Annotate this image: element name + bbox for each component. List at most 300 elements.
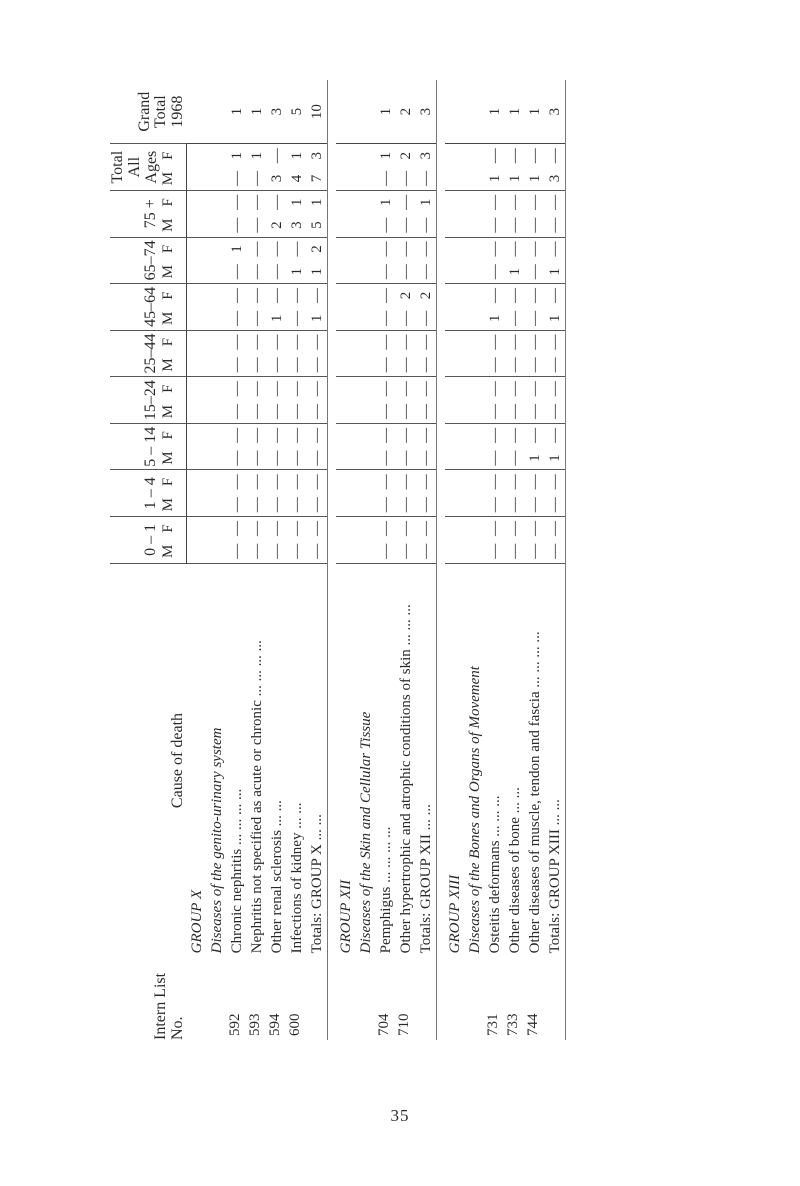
empty-cell [465, 284, 485, 307]
count-cell: — [267, 354, 287, 377]
count-cell: 1 [307, 307, 328, 330]
count-cell: — [227, 354, 247, 377]
total-cell: 2 [397, 152, 414, 160]
count-cell: — [416, 354, 437, 377]
count-cell: — [287, 354, 307, 377]
empty-cell [445, 517, 465, 540]
count-cell: — [506, 381, 523, 397]
total-cell: 1 [485, 167, 505, 190]
count-cell: — [416, 447, 437, 470]
count-cell: — [545, 540, 566, 563]
empty-cell [187, 80, 207, 144]
count-cell: — [486, 474, 503, 490]
count-cell: — [397, 521, 414, 536]
empty-cell [207, 307, 227, 330]
grand-total-cell: 10 [307, 80, 328, 144]
empty-cell [445, 260, 465, 283]
empty-cell [356, 214, 376, 237]
total-cell: — [376, 167, 396, 190]
grand-total-cell: 3 [545, 80, 566, 144]
count-cell: — [506, 521, 523, 536]
count-cell: — [287, 540, 307, 563]
empty-cell [356, 377, 376, 400]
count-cell: — [288, 334, 305, 350]
empty-cell [187, 237, 207, 260]
count-cell: 2 [397, 291, 414, 300]
count-cell: — [376, 260, 396, 283]
count-cell: — [416, 423, 437, 446]
count-cell: — [307, 517, 328, 540]
count-cell: — [485, 400, 505, 423]
spacer-cell [327, 80, 336, 1040]
count-cell: — [545, 214, 566, 237]
count-cell: — [228, 521, 245, 536]
count-cell: 1 [416, 190, 437, 213]
count-cell: — [486, 288, 503, 304]
empty-cell [207, 144, 227, 167]
empty-cell [445, 80, 465, 144]
total-cell: — [545, 144, 566, 167]
count-cell: — [526, 521, 543, 536]
intern-number [336, 957, 356, 1040]
count-cell: — [525, 214, 545, 237]
empty-cell [207, 493, 227, 516]
count-cell: — [505, 493, 525, 516]
count-cell: 1 [287, 260, 307, 283]
empty-cell [445, 447, 465, 470]
empty-cell [465, 260, 485, 283]
age-header-65-74: 65–74 [110, 237, 160, 284]
cause-of-death: Nephritis not specified as acute or chronic ... ... ... ... [248, 640, 265, 954]
grand-total-cell: 1 [505, 80, 525, 144]
count-cell: — [396, 260, 416, 283]
empty-cell [336, 330, 356, 353]
count-cell: — [506, 241, 523, 257]
count-cell: — [228, 474, 245, 490]
count-cell: — [526, 381, 543, 397]
empty-cell [465, 540, 485, 563]
count-cell: — [505, 354, 525, 377]
count-cell: — [307, 540, 328, 563]
sex-header-m: M [160, 493, 187, 516]
empty-cell [336, 237, 356, 260]
table-header [110, 80, 187, 1040]
table-row [247, 80, 267, 1040]
grand-total-cell: 5 [287, 80, 307, 144]
empty-cell [336, 167, 356, 190]
empty-cell [187, 447, 207, 470]
count-cell: — [247, 447, 267, 470]
total-cell: 1 [288, 152, 305, 160]
empty-cell [445, 307, 465, 330]
count-cell: — [227, 307, 247, 330]
count-cell: — [268, 288, 285, 304]
count-cell: — [228, 334, 245, 350]
count-cell: — [396, 493, 416, 516]
count-cell: — [485, 493, 505, 516]
sex-header-m: M [160, 167, 187, 190]
count-cell: — [397, 241, 414, 257]
count-cell: — [526, 241, 543, 257]
count-cell: — [506, 288, 523, 304]
empty-cell [207, 377, 227, 400]
cause-header: Cause of death [168, 712, 186, 809]
empty-cell [445, 540, 465, 563]
count-cell: 1 [307, 190, 328, 213]
age-header-25-44: 25–44 [110, 330, 160, 377]
group-heading-row [445, 80, 465, 1040]
age-header-1-4: 1 – 4 [110, 470, 160, 517]
count-cell: — [505, 214, 525, 237]
empty-cell [356, 167, 376, 190]
count-cell: 1 [267, 307, 287, 330]
count-cell: — [486, 241, 503, 257]
count-cell: — [268, 381, 285, 397]
empty-cell [356, 307, 376, 330]
empty-cell [336, 80, 356, 144]
empty-cell [356, 237, 376, 260]
count-cell: — [545, 284, 566, 307]
count-cell: — [377, 427, 394, 443]
empty-cell [187, 493, 207, 516]
count-cell: — [416, 400, 437, 423]
table-row [485, 80, 505, 1040]
count-cell: — [248, 241, 265, 257]
empty-cell [356, 470, 376, 493]
empty-cell [465, 330, 485, 353]
group-heading: GROUP XIII [446, 874, 463, 954]
intern-number [307, 957, 328, 1040]
cause-of-death: Other renal sclerosis ... ... [268, 800, 285, 954]
empty-cell [336, 377, 356, 400]
sex-header-f: F [160, 470, 187, 493]
count-cell: — [268, 521, 285, 536]
empty-cell [187, 214, 207, 237]
mortality-table-rotated [110, 80, 720, 1040]
age-header-75-plus: 75 + [110, 190, 160, 237]
empty-cell [445, 237, 465, 260]
spacer-cell [436, 80, 445, 1040]
cause-of-death: Chronic nephritis ... ... ... ... [228, 788, 245, 954]
intern-list-header: Intern List No. [152, 972, 187, 1040]
total-cell: 1 [228, 152, 245, 160]
subgroup-heading-row [356, 80, 376, 1040]
count-cell: — [227, 540, 247, 563]
count-cell: — [416, 470, 437, 493]
count-cell: — [307, 493, 328, 516]
count-cell: — [396, 447, 416, 470]
count-cell: — [486, 521, 503, 536]
empty-cell [465, 447, 485, 470]
count-cell: — [307, 330, 328, 353]
count-cell: — [525, 493, 545, 516]
count-cell: — [376, 447, 396, 470]
count-cell: — [416, 214, 437, 237]
count-cell: — [416, 493, 437, 516]
empty-cell [336, 540, 356, 563]
count-cell: — [505, 540, 525, 563]
empty-cell [207, 423, 227, 446]
count-cell: — [545, 517, 566, 540]
count-cell: — [287, 307, 307, 330]
count-cell: — [396, 354, 416, 377]
empty-cell [445, 470, 465, 493]
empty-cell [336, 354, 356, 377]
count-cell: — [267, 447, 287, 470]
table-row [396, 80, 416, 1040]
sex-header-f: F [160, 190, 187, 213]
count-cell: — [526, 427, 543, 443]
count-cell: — [397, 427, 414, 443]
table-row [376, 80, 396, 1040]
empty-cell [207, 237, 227, 260]
count-cell: — [545, 330, 566, 353]
empty-cell [465, 493, 485, 516]
count-cell: — [287, 400, 307, 423]
count-cell: — [267, 260, 287, 283]
count-cell: — [376, 540, 396, 563]
count-cell: 5 [307, 214, 328, 237]
count-cell: — [545, 354, 566, 377]
table-row [267, 80, 287, 1040]
spacer-row [436, 80, 445, 1040]
count-cell: 1 [545, 307, 566, 330]
count-cell: — [506, 427, 523, 443]
empty-cell [445, 400, 465, 423]
subgroup-heading: Diseases of the Bones and Organs of Movement [466, 666, 483, 954]
count-cell: — [377, 288, 394, 304]
total-all-ages-header: Total All Ages [110, 144, 160, 191]
count-cell: — [505, 400, 525, 423]
count-cell: — [397, 474, 414, 490]
count-cell: — [377, 521, 394, 536]
count-cell: — [506, 194, 523, 210]
empty-cell [207, 540, 227, 563]
empty-cell [356, 260, 376, 283]
intern-number [465, 957, 485, 1040]
empty-cell [465, 237, 485, 260]
cause-of-death: Infections of kidney ... ... [288, 802, 305, 954]
subgroup-heading: Diseases of the Skin and Cellular Tissue [357, 711, 374, 954]
total-cell: 1 [377, 152, 394, 160]
sex-header-f: F [160, 330, 187, 353]
empty-cell [445, 284, 465, 307]
empty-cell [356, 330, 376, 353]
count-cell: — [416, 237, 437, 260]
empty-cell [336, 447, 356, 470]
count-cell: 1 [545, 447, 566, 470]
empty-cell [207, 284, 227, 307]
total-cell: — [416, 167, 437, 190]
group-total-row [545, 80, 566, 1040]
empty-cell [187, 377, 207, 400]
count-cell: — [485, 354, 505, 377]
intern-number: 600 [286, 1013, 303, 1036]
empty-cell [336, 470, 356, 493]
sex-header-f: F [160, 237, 187, 260]
count-cell: — [545, 493, 566, 516]
age-header-45-64: 45–64 [110, 284, 160, 331]
count-cell: — [248, 288, 265, 304]
sex-header-f: F [160, 517, 187, 540]
count-cell: — [288, 521, 305, 536]
total-cell: — [486, 148, 503, 164]
count-cell: — [376, 493, 396, 516]
sex-header-f: F [160, 423, 187, 446]
empty-cell [207, 517, 227, 540]
count-cell: — [416, 307, 437, 330]
count-cell: — [486, 334, 503, 350]
grand-total-cell: 2 [396, 80, 416, 144]
count-cell: — [288, 427, 305, 443]
count-cell: — [307, 400, 328, 423]
total-cell: 1 [248, 152, 265, 160]
table-body [187, 80, 574, 1040]
group-total-row [416, 80, 437, 1040]
count-cell: — [545, 377, 566, 400]
count-cell: — [486, 427, 503, 443]
group-total-label: Totals: GROUP XII ... ... [416, 563, 437, 957]
count-cell: — [248, 521, 265, 536]
empty-cell [465, 144, 485, 167]
count-cell: — [525, 307, 545, 330]
empty-cell [336, 214, 356, 237]
empty-cell [207, 167, 227, 190]
count-cell: — [247, 540, 267, 563]
sex-header-f: F [160, 377, 187, 400]
count-cell: — [248, 194, 265, 210]
empty-cell [465, 423, 485, 446]
count-cell: — [247, 307, 267, 330]
count-cell: — [248, 474, 265, 490]
cause-of-death: Other diseases of muscle, tendon and fascia ... ... ... ... [526, 631, 543, 954]
count-cell: — [525, 540, 545, 563]
count-cell: — [228, 427, 245, 443]
sex-header-m: M [160, 260, 187, 283]
empty-cell [187, 517, 207, 540]
count-cell: — [505, 447, 525, 470]
count-cell: — [228, 288, 245, 304]
count-cell: — [267, 400, 287, 423]
total-cell: 4 [287, 167, 307, 190]
subgroup-heading-row [465, 80, 485, 1040]
sex-header-m: M [160, 354, 187, 377]
empty-cell [465, 214, 485, 237]
count-cell: — [416, 330, 437, 353]
total-cell: 3 [545, 167, 566, 190]
count-cell: — [485, 214, 505, 237]
empty-cell [356, 190, 376, 213]
total-cell: — [247, 167, 267, 190]
age-header-5-14: 5 – 14 [110, 423, 160, 470]
empty-cell [187, 540, 207, 563]
empty-cell [445, 423, 465, 446]
empty-cell [356, 517, 376, 540]
empty-cell [187, 190, 207, 213]
empty-cell [445, 214, 465, 237]
count-cell: — [227, 400, 247, 423]
count-cell: — [268, 427, 285, 443]
empty-cell [336, 190, 356, 213]
empty-cell [207, 214, 227, 237]
count-cell: — [506, 334, 523, 350]
count-cell: — [396, 400, 416, 423]
count-cell: — [247, 260, 267, 283]
empty-cell [187, 423, 207, 446]
sex-header-f: F [160, 284, 187, 307]
sex-header-m: M [160, 447, 187, 470]
count-cell: — [227, 493, 247, 516]
count-cell: — [268, 474, 285, 490]
subgroup-heading-row [207, 80, 227, 1040]
count-cell: — [525, 354, 545, 377]
count-cell: — [248, 334, 265, 350]
table-row [525, 80, 545, 1040]
count-cell: — [288, 241, 305, 257]
cause-of-death: Other diseases of bone ... ... [506, 787, 523, 954]
count-cell: — [377, 474, 394, 490]
group-total-label: Totals: GROUP XIII ... ... [545, 563, 566, 957]
count-cell: 1 [288, 198, 305, 207]
spacer-row [327, 80, 336, 1040]
empty-cell [336, 517, 356, 540]
empty-cell [445, 167, 465, 190]
count-cell: 1 [505, 260, 525, 283]
grand-total-header: Grand Total 1968 [110, 80, 187, 144]
cause-of-death: Osteitis deformans ... ... ... [486, 795, 503, 954]
count-cell: 1 [377, 198, 394, 207]
group-total-label: Totals: GROUP X ... ... [307, 563, 328, 957]
empty-cell [336, 423, 356, 446]
count-cell: 1 [307, 260, 328, 283]
count-cell: — [268, 241, 285, 257]
empty-cell [465, 307, 485, 330]
total-cell: 7 [307, 167, 328, 190]
table-row [287, 80, 307, 1040]
spacer-row [565, 80, 574, 1040]
empty-cell [187, 330, 207, 353]
count-cell: — [396, 214, 416, 237]
count-cell: — [526, 288, 543, 304]
count-cell: — [416, 260, 437, 283]
empty-cell [207, 470, 227, 493]
count-cell: — [307, 377, 328, 400]
empty-cell [336, 307, 356, 330]
grand-total-cell: 3 [416, 80, 437, 144]
age-header-0-1: 0 – 1 [110, 517, 160, 564]
count-cell: — [287, 493, 307, 516]
grand-total-cell: 1 [525, 80, 545, 144]
count-cell: — [227, 447, 247, 470]
empty-cell [207, 80, 227, 144]
causes-of-death-table [110, 80, 574, 1040]
count-cell: 3 [287, 214, 307, 237]
empty-cell [207, 190, 227, 213]
count-cell: — [247, 493, 267, 516]
sex-header-m: M [160, 540, 187, 563]
group-total-row [307, 80, 328, 1040]
count-cell: — [376, 214, 396, 237]
count-cell: 2 [307, 237, 328, 260]
total-cell: 3 [267, 167, 287, 190]
count-cell: — [545, 400, 566, 423]
grand-total-cell: 1 [376, 80, 396, 144]
empty-cell [465, 167, 485, 190]
count-cell: — [288, 381, 305, 397]
count-cell: — [486, 381, 503, 397]
count-cell: 2 [416, 284, 437, 307]
empty-cell [207, 260, 227, 283]
